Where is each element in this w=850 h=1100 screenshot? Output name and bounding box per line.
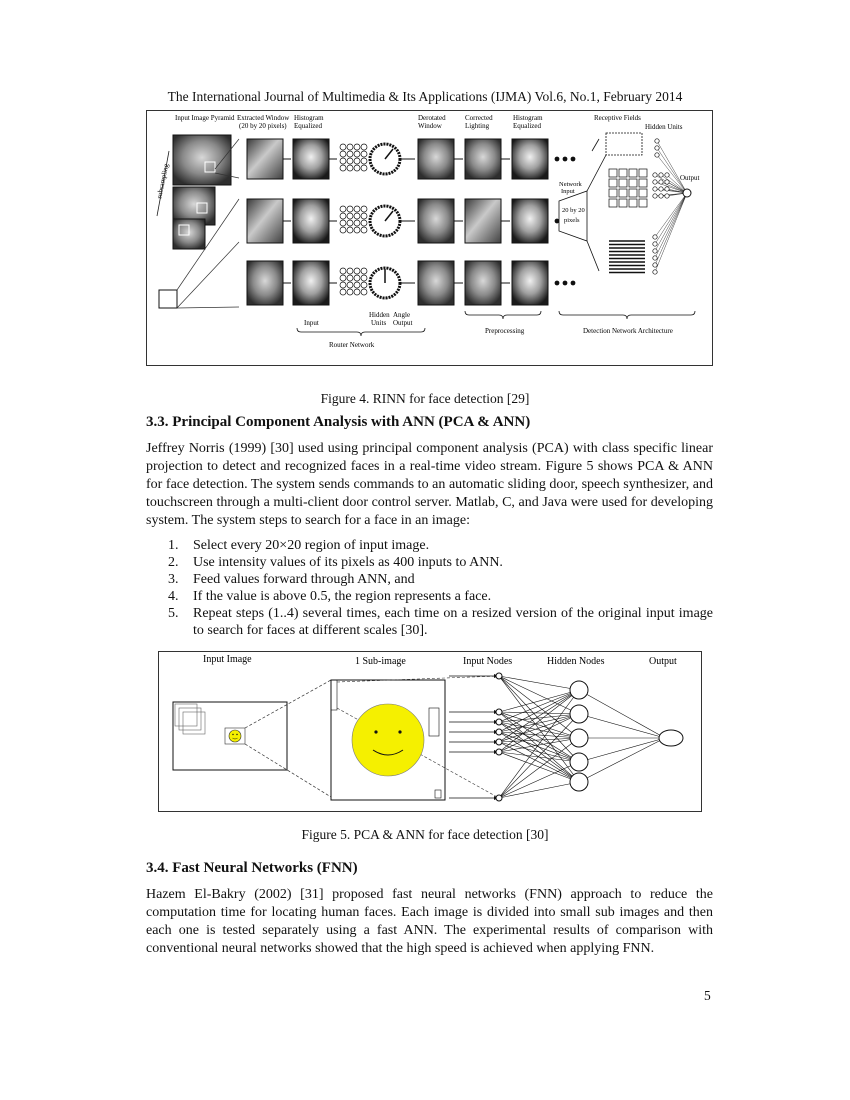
label-network-input: Input <box>561 188 575 195</box>
smiley-left-eye <box>374 730 377 733</box>
angle-dials <box>370 144 400 298</box>
equalized2-window-3 <box>512 261 548 305</box>
derotated-window-2 <box>418 199 454 243</box>
label-pixels-size: 20 by 20 <box>562 207 585 214</box>
label-corrected: Corrected <box>465 114 493 122</box>
extracted-window-2 <box>247 199 283 243</box>
label-input-image: Input Image <box>203 654 252 665</box>
label-subsampling: subsampling <box>155 163 171 200</box>
search-step <box>146 605 713 639</box>
label-output: Output <box>649 656 677 667</box>
step-text: Select every 20×20 region of input image. <box>193 538 430 553</box>
label-derotated: Derotated <box>418 114 446 122</box>
label-detection-architecture: Detection Network Architecture <box>583 327 673 335</box>
corrected-window-1 <box>465 139 501 179</box>
figure-5-pca-ann-diagram <box>158 651 702 812</box>
equalized-window-1 <box>293 139 329 179</box>
label-input: Input <box>304 319 319 327</box>
extracted-window-3 <box>247 261 283 305</box>
section-3-4-heading: 3.4. Fast Neural Networks (FNN) <box>146 860 358 876</box>
smiley-right-eye <box>398 730 401 733</box>
step-text: Repeat steps (1..4) several times, each time on a resized version of the original input image to search for faces at different scales [30]. <box>193 606 713 638</box>
small-face-icon <box>229 730 241 742</box>
label-preprocessing: Preprocessing <box>485 327 525 335</box>
label-pixels: pixels <box>564 217 580 224</box>
label-angle-output: Output <box>393 319 413 327</box>
search-step <box>146 588 713 605</box>
preprocessing-brace <box>465 311 541 319</box>
search-steps-list <box>146 537 713 639</box>
step-number: 3. <box>168 572 179 587</box>
label-hidden-units-top: Hidden Units <box>645 123 683 131</box>
label-router-network: Router Network <box>329 341 375 349</box>
step-text: Use intensity values of its pixels as 400 inputs to ANN. <box>193 555 503 570</box>
equalized2-window-2 <box>512 199 548 243</box>
label-angle: Angle <box>393 311 411 319</box>
label-receptive-fields: Receptive Fields <box>594 114 641 122</box>
figure-4-caption: Figure 4. RINN for face detection [29] <box>320 391 530 406</box>
step-text: If the value is above 0.5, the region represents a face. <box>193 589 492 604</box>
label-extracted-window-size: (20 by 20 pixels) <box>239 122 287 130</box>
label-histogram-2: Histogram <box>513 114 543 122</box>
detection-brace <box>559 311 695 319</box>
step-number: 5. <box>168 606 179 621</box>
label-hidden: Hidden <box>369 311 390 319</box>
running-header: The International Journal of Multimedia & Its Applications (IJMA) Vol.6, No.1, February 2014 <box>167 89 683 104</box>
ann-nodes <box>496 673 683 801</box>
equalized-window-2 <box>293 199 329 243</box>
label-output-right: Output <box>680 174 700 182</box>
step-text: Feed values forward through ANN, and <box>193 572 415 587</box>
router-hidden-unit-grids <box>340 144 369 295</box>
equalized-window-3 <box>293 261 329 305</box>
label-lighting: Lighting <box>465 122 490 130</box>
label-input-pyramid: Input Image Pyramid <box>175 114 235 122</box>
figure-5-svg <box>159 652 701 811</box>
label-extracted-window: Extracted Window <box>237 114 290 122</box>
label-sub-image: 1 Sub-image <box>355 656 406 667</box>
search-step <box>146 554 713 571</box>
ann-connections <box>449 674 665 800</box>
derotated-window-1 <box>418 139 454 179</box>
label-equalized-1: Equalized <box>294 122 322 130</box>
label-equalized-2: Equalized <box>513 122 541 130</box>
derotated-window-3 <box>418 261 454 305</box>
figure-4-rinn-diagram <box>146 110 713 366</box>
extracted-window-1 <box>247 139 283 179</box>
search-step <box>146 537 713 554</box>
label-input-nodes: Input Nodes <box>463 656 513 667</box>
corrected-window-3 <box>465 261 501 305</box>
equalized2-window-1 <box>512 139 548 179</box>
router-brace <box>297 328 425 336</box>
section-3-4-paragraph: Hazem El-Bakry (2002) [31] proposed fast neural networks (FNN) approach to reduce the computation time for locating human faces. Each image is divided into small sub images and then each one is tested separately using a fast ANN. The experimental results of comparison with conventional neural networks showed that the high speed is achieved when applying FNN. <box>146 887 713 956</box>
page-number: 5 <box>704 988 711 1003</box>
label-hidden-nodes: Hidden Nodes <box>547 656 605 667</box>
search-step <box>146 571 713 588</box>
label-units: Units <box>371 319 387 327</box>
step-number: 1. <box>168 538 179 553</box>
section-3-3-heading: 3.3. Principal Component Analysis with ANN (PCA & ANN) <box>146 414 531 430</box>
step-number: 2. <box>168 555 179 570</box>
label-network: Network <box>559 181 582 188</box>
detection-output-node <box>683 189 691 197</box>
pyramid-image-tiny <box>159 290 177 308</box>
step-number: 4. <box>168 589 179 604</box>
section-3-3-paragraph: Jeffrey Norris (1999) [30] used using principal component analysis (PCA) with class specific linear projection to detect and recognized faces in a real-time video stream. Figure 5 shows PCA & ANN for face detection. The system sends commands to an automatic sliding door, speech synthesizer, and touchscreen through a multi-client door control server. Matlab, C, and Java were used for developing system. The system steps to search for a face in an image: <box>146 441 713 528</box>
label-derotated-window: Window <box>418 122 442 130</box>
detection-hidden-units <box>653 139 687 274</box>
label-histogram-1: Histogram <box>294 114 324 122</box>
figure-5-caption: Figure 5. PCA & ANN for face detection [30] <box>301 827 549 842</box>
receptive-field-grid <box>609 169 647 273</box>
corrected-window-2 <box>465 199 501 243</box>
smiley-face <box>352 704 424 776</box>
figure-4-svg <box>147 111 712 365</box>
